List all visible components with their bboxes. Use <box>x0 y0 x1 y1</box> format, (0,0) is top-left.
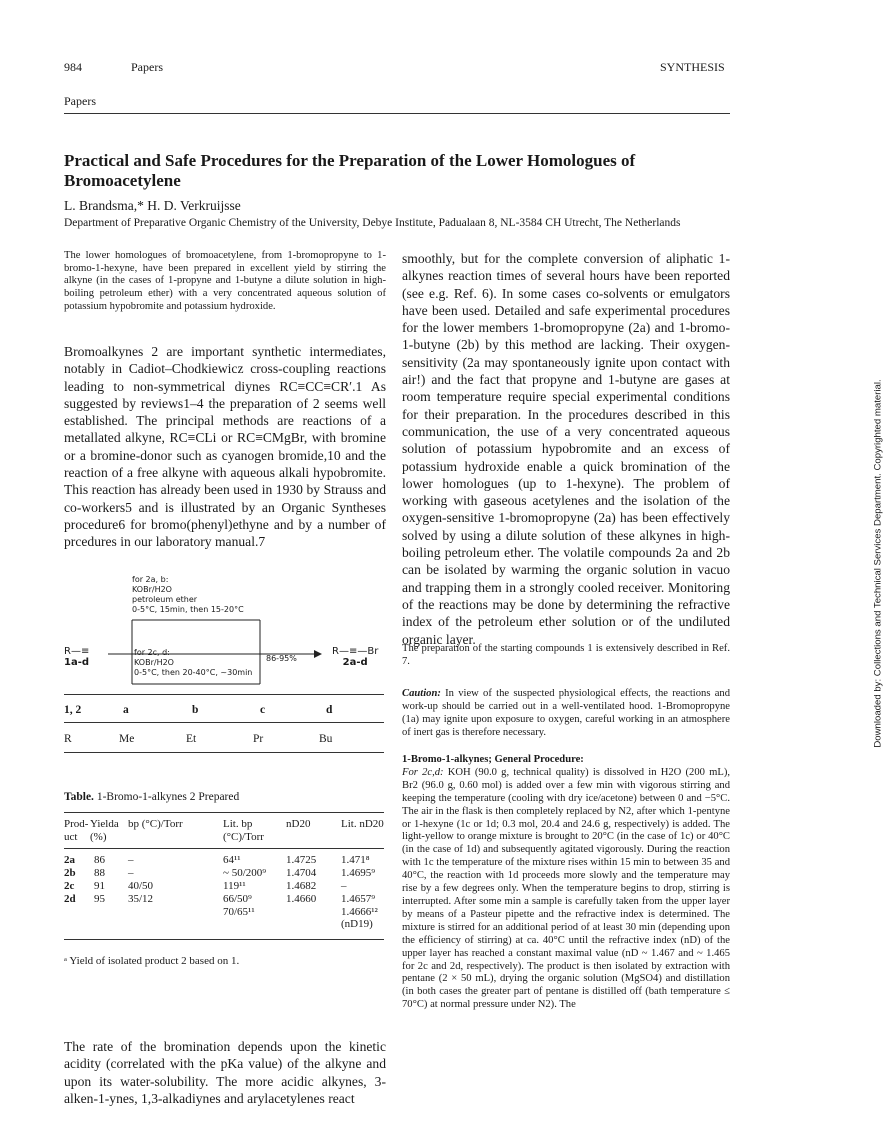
table-rule-top <box>64 812 384 813</box>
reactant-label: 1a-d <box>64 657 90 668</box>
caution-note <box>402 688 730 740</box>
procedure-text: KOH (90.0 g, technical quality) is dissolved in H2O (200 mL), Br2 (96.0 g, 0.60 mol) is added over a few min with vigorous stirring and keeping the temperature (cooling with dry ice/acetone) between 0 and −5°C. The air in the flask is then completely replaced by N2, after which 1-pentyne or 1-hexyne (1c or 1d; 0.3 mol, 20.4 and 24.6 g, respectively) is added. The light-yellow to orange mixture is brought to 20°C (in the case of 1c) or 40°C (in the case of 1d) and subsequently agitated vigorously. During the reaction with 1c the temperature of the mixture rises within 15 min to between 35 and 40°C, the reaction with 1d proceeds more slowly and the temperature may rise by a few degrees only. When the temperature begins to drop, stirring is interrupted. After some min a sample is carefully taken from the upper layer by means of a Pasteur pipette and the refractive index is determined. The mixture is stirred for an additional period of at least 30 min (depending upon the efficiency of stirring) at ca. 40°C until the refractive index (nD) of the upper layer has reached a constant maximal value (nD ~ 1.467 and ~ 1.465 for 2c and 2d, respectively). The product is then isolated by extraction with pentane (2 × 50 mL), drying the organic solution (MgSO4) and distillation (in both cases the greater part of pentane is distilled off (bath temperature ≤ 70°C) at normal pressure under N2). The <box>402 766 730 1011</box>
header-rule <box>64 113 730 114</box>
conditions-2cd: for 2c, d: KOBr/H2O 0-5°C, then 20-40°C, ~30min <box>134 648 253 677</box>
conditions-2ab: for 2a, b: KOBr/H2O petroleum ether 0-5°C, 15min, then 15-20°C <box>132 575 244 614</box>
sub-table-rule-bottom <box>64 752 384 753</box>
product: R—≡—Br 2a-d <box>332 646 379 668</box>
col-header-nd: nD20 <box>286 818 311 830</box>
affiliation: Department of Preparative Organic Chemistry of the University, Debye Institute, Padualaan 8, NL-3584 CH Utrecht, The Netherlands <box>64 217 681 229</box>
right-paragraph-1: smoothly, but for the complete conversion of aliphatic 1-alkynes reaction times of several hours have been reported (see e.g. Ref. 6). In some cases co-solvents or emulgators have been used. Detailed and safe experimental procedures for the lower members 1-bromopropyne (2a) and 1-bromo-1-butyne (2b) by this method are lacking. Their oxygen-sensitivity (2a may spontaneously ignite upon contact with air!) and the fact that propyne and 1-butyne are gases at room temperature require special experimental conditions for their preparation. In the procedures described in this communication, the use of a very concentrated aqueous solution of potassium hypobromite and an excess of potassium hydroxide enable a quick bromination of the lower homologues (up to 1-hexyne). The problem of working with gaseous acetylenes and the isolation of the oxygen-sensitive 1-bromopropyne (2a) has been effectively solved by using a dilute solution of these alkynes in high-boiling petroleum ether. The volatile compounds 2a and 2b can be isolated by warming the organic solution in vacuo and trapping them in a strongly cooled receiver. Monitoring of the reactions may be done by determining the refractive index of the petroleum ether solution or of the undiluted organic layer. <box>402 251 730 647</box>
sub-table-rule-top <box>64 694 384 695</box>
running-section: Papers <box>131 60 163 74</box>
col-header-bp: bp (°C)/Torr <box>128 818 183 830</box>
table-rule-mid <box>64 848 384 849</box>
procedure-heading: 1-Bromo-1-alkynes; General Procedure: <box>402 754 584 765</box>
product-label: 2a-d <box>342 657 368 668</box>
intro-paragraph-1: Bromoalkynes 2 are important synthetic intermediates, notably in Cadiot–Chodkiewicz cross-coupling reactions leading to non-symmetrical diynes RC≡CC≡CR′.1 As suggested by reviews1–4 the preparation of 2 seems well established. The principal methods are reactions of a metallated alkyne, RC≡CLi or RC≡CMgBr, with bromine or a bromine-donor such as cyanogen bromide,10 and the reaction of a free alkyne with aqueous alkali hypobromite. This reaction has already been used in 1930 by Strauss and co-workers5 and is illustrated by an Organic Syntheses procedure6 for bromo(phenyl)ethyne and by a number of prcedures in our laboratory manual.7 <box>64 344 386 550</box>
procedure <box>402 754 730 1012</box>
article-title <box>64 151 684 191</box>
abstract: The lower homologues of bromoacetylene, from 1-bromopropyne to 1-bromo-1-hexyne, have been prepared in excellent yield by stirring the alkyne (in the cases of 1-propyne and 1-butyne a dilute solution in high-boiling petroleum ether) with a very concentrated aqueous solution of potassium hypobromite and potassium hydroxide. <box>64 250 386 312</box>
caution-label: Caution: <box>402 688 441 699</box>
arrowhead-icon <box>314 650 322 658</box>
table-footnote: ᵃ Yield of isolated product 2 based on 1. <box>64 955 240 967</box>
authors: L. Brandsma,* H. D. Verkruijsse <box>64 198 241 213</box>
col-header-yield: Yielda (%) <box>90 818 119 843</box>
table-caption: Table. 1-Bromo-1-alkynes 2 Prepared <box>64 791 240 803</box>
caution-text: In view of the suspected physiological effects, the reactions and work-up should be carried out in a well-ventilated hood. 1-Bromopropyne (1a) may ignite upon exposure to oxygen, careful working in an atmosphere of inert gas is therefore necessary. <box>402 688 730 738</box>
sub-table-rule-mid <box>64 722 384 723</box>
intro-paragraph-2: The rate of the bromination depends upon the kinetic acidity (correlated with the pKa value) of the alkyne and upon its water-solubility. The more acidic alkynes, 3-alken-1-ynes, 1,3-alkadiynes and arylacetylenes react <box>64 1039 386 1106</box>
download-watermark: Downloaded by: Collections and Technical Services Department. Copyrighted material. <box>872 379 884 748</box>
reactant: R—≡ 1a-d <box>64 646 90 668</box>
page-number: 984 <box>64 60 82 74</box>
col-header-lit-nd: Lit. nD20 <box>341 818 384 830</box>
table-rule-bottom <box>64 939 384 940</box>
col-header-product: Prod-uct <box>64 818 89 843</box>
journal-name: SYNTHESIS <box>660 60 725 74</box>
right-paragraph-2: The preparation of the starting compounds 1 is extensively described in Ref. 7. <box>402 643 730 667</box>
section-label: Papers <box>64 94 96 108</box>
yield-label: 86-95% <box>266 654 297 663</box>
col-header-lit-bp: Lit. bp (°C)/Torr <box>223 818 264 843</box>
procedure-for: For 2c,d: <box>402 766 444 778</box>
title-line-2: Bromoacetylene <box>64 171 181 190</box>
title-line-1: Practical and Safe Procedures for the Preparation of the Lower Homologues of <box>64 151 636 170</box>
